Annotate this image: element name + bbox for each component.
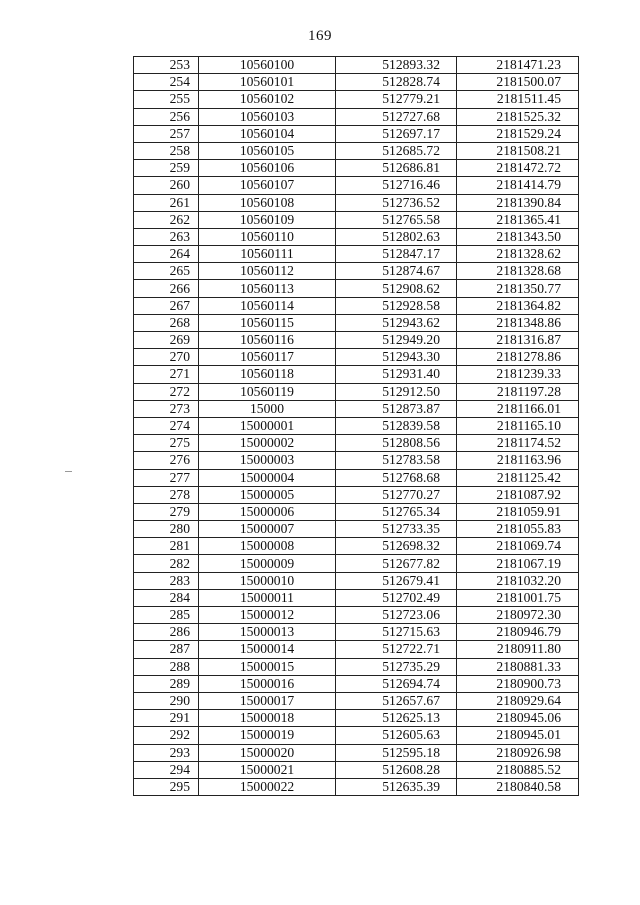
y-coordinate-cell: 2181239.33 (457, 366, 579, 383)
table-row (134, 607, 579, 624)
y-coordinate-cell: 2181055.83 (457, 521, 579, 538)
table-row (134, 589, 579, 606)
point-index-cell: 269 (134, 332, 199, 349)
x-coordinate-cell: 512722.71 (336, 641, 457, 658)
table-row (134, 538, 579, 555)
table-row (134, 555, 579, 572)
x-coordinate-cell: 512828.74 (336, 74, 457, 91)
point-index-cell: 272 (134, 383, 199, 400)
table-row (134, 744, 579, 761)
point-index-cell: 285 (134, 607, 199, 624)
point-id-cell: 15000001 (199, 417, 336, 434)
y-coordinate-cell: 2180911.80 (457, 641, 579, 658)
x-coordinate-cell: 512873.87 (336, 400, 457, 417)
x-coordinate-cell: 512770.27 (336, 486, 457, 503)
point-id-cell: 10560109 (199, 211, 336, 228)
point-id-cell: 15000004 (199, 469, 336, 486)
table-row (134, 125, 579, 142)
table-row (134, 452, 579, 469)
point-id-cell: 10560111 (199, 246, 336, 263)
x-coordinate-cell: 512908.62 (336, 280, 457, 297)
point-id-cell: 15000010 (199, 572, 336, 589)
point-id-cell: 10560104 (199, 125, 336, 142)
point-id-cell: 15000015 (199, 658, 336, 675)
point-id-cell: 15000009 (199, 555, 336, 572)
point-id-cell: 15000008 (199, 538, 336, 555)
point-index-cell: 273 (134, 400, 199, 417)
point-id-cell: 15000022 (199, 778, 336, 795)
point-index-cell: 288 (134, 658, 199, 675)
table-row (134, 91, 579, 108)
point-index-cell: 258 (134, 142, 199, 159)
y-coordinate-cell: 2181328.62 (457, 246, 579, 263)
point-id-cell: 10560117 (199, 349, 336, 366)
x-coordinate-cell: 512702.49 (336, 589, 457, 606)
point-index-cell: 271 (134, 366, 199, 383)
table-row (134, 675, 579, 692)
table-row (134, 486, 579, 503)
y-coordinate-cell: 2180840.58 (457, 778, 579, 795)
y-coordinate-cell: 2180945.01 (457, 727, 579, 744)
y-coordinate-cell: 2181163.96 (457, 452, 579, 469)
point-id-cell: 15000006 (199, 503, 336, 520)
table-row (134, 761, 579, 778)
x-coordinate-cell: 512768.68 (336, 469, 457, 486)
point-index-cell: 277 (134, 469, 199, 486)
x-coordinate-cell: 512635.39 (336, 778, 457, 795)
point-id-cell: 10560106 (199, 160, 336, 177)
point-index-cell: 254 (134, 74, 199, 91)
x-coordinate-cell: 512694.74 (336, 675, 457, 692)
point-index-cell: 264 (134, 246, 199, 263)
x-coordinate-cell: 512928.58 (336, 297, 457, 314)
table-row (134, 417, 579, 434)
point-id-cell: 10560105 (199, 142, 336, 159)
point-index-cell: 266 (134, 280, 199, 297)
y-coordinate-cell: 2181197.28 (457, 383, 579, 400)
table-row (134, 332, 579, 349)
x-coordinate-cell: 512736.52 (336, 194, 457, 211)
point-id-cell: 10560102 (199, 91, 336, 108)
table-row (134, 710, 579, 727)
y-coordinate-cell: 2181316.87 (457, 332, 579, 349)
x-coordinate-cell: 512765.58 (336, 211, 457, 228)
table-row (134, 435, 579, 452)
point-id-cell: 15000013 (199, 624, 336, 641)
point-index-cell: 284 (134, 589, 199, 606)
x-coordinate-cell: 512657.67 (336, 692, 457, 709)
point-index-cell: 282 (134, 555, 199, 572)
point-index-cell: 256 (134, 108, 199, 125)
x-coordinate-cell: 512625.13 (336, 710, 457, 727)
table-row (134, 211, 579, 228)
x-coordinate-cell: 512716.46 (336, 177, 457, 194)
point-id-cell: 15000005 (199, 486, 336, 503)
y-coordinate-cell: 2181364.82 (457, 297, 579, 314)
table-row (134, 108, 579, 125)
x-coordinate-cell: 512608.28 (336, 761, 457, 778)
table-row (134, 246, 579, 263)
point-index-cell: 267 (134, 297, 199, 314)
table-row (134, 727, 579, 744)
point-index-cell: 279 (134, 503, 199, 520)
table-row (134, 692, 579, 709)
point-index-cell: 281 (134, 538, 199, 555)
point-id-cell: 15000011 (199, 589, 336, 606)
x-coordinate-cell: 512783.58 (336, 452, 457, 469)
x-coordinate-cell: 512677.82 (336, 555, 457, 572)
y-coordinate-cell: 2180945.06 (457, 710, 579, 727)
point-id-cell: 10560118 (199, 366, 336, 383)
point-id-cell: 15000012 (199, 607, 336, 624)
point-id-cell: 15000018 (199, 710, 336, 727)
point-index-cell: 261 (134, 194, 199, 211)
point-index-cell: 255 (134, 91, 199, 108)
x-coordinate-cell: 512802.63 (336, 228, 457, 245)
point-index-cell: 286 (134, 624, 199, 641)
y-coordinate-cell: 2180926.98 (457, 744, 579, 761)
table-row (134, 658, 579, 675)
x-coordinate-cell: 512698.32 (336, 538, 457, 555)
y-coordinate-cell: 2180881.33 (457, 658, 579, 675)
point-index-cell: 260 (134, 177, 199, 194)
y-coordinate-cell: 2180929.64 (457, 692, 579, 709)
point-index-cell: 278 (134, 486, 199, 503)
y-coordinate-cell: 2180972.30 (457, 607, 579, 624)
y-coordinate-cell: 2181529.24 (457, 125, 579, 142)
table-row (134, 194, 579, 211)
y-coordinate-cell: 2181001.75 (457, 589, 579, 606)
point-index-cell: 265 (134, 263, 199, 280)
x-coordinate-cell: 512595.18 (336, 744, 457, 761)
point-id-cell: 15000007 (199, 521, 336, 538)
table-row (134, 366, 579, 383)
x-coordinate-cell: 512765.34 (336, 503, 457, 520)
point-id-cell: 15000016 (199, 675, 336, 692)
table-row (134, 521, 579, 538)
point-index-cell: 283 (134, 572, 199, 589)
table-row (134, 503, 579, 520)
point-id-cell: 10560108 (199, 194, 336, 211)
point-index-cell: 290 (134, 692, 199, 709)
y-coordinate-cell: 2181350.77 (457, 280, 579, 297)
point-id-cell: 10560112 (199, 263, 336, 280)
y-coordinate-cell: 2181032.20 (457, 572, 579, 589)
x-coordinate-cell: 512679.41 (336, 572, 457, 589)
coordinates-table (133, 56, 579, 796)
x-coordinate-cell: 512931.40 (336, 366, 457, 383)
point-id-cell: 15000003 (199, 452, 336, 469)
y-coordinate-cell: 2181471.23 (457, 57, 579, 74)
table-row (134, 74, 579, 91)
y-coordinate-cell: 2181165.10 (457, 417, 579, 434)
y-coordinate-cell: 2180885.52 (457, 761, 579, 778)
point-index-cell: 268 (134, 314, 199, 331)
x-coordinate-cell: 512893.32 (336, 57, 457, 74)
x-coordinate-cell: 512685.72 (336, 142, 457, 159)
point-index-cell: 270 (134, 349, 199, 366)
point-index-cell: 292 (134, 727, 199, 744)
point-index-cell: 263 (134, 228, 199, 245)
table-row (134, 160, 579, 177)
point-id-cell: 15000021 (199, 761, 336, 778)
y-coordinate-cell: 2181278.86 (457, 349, 579, 366)
table-row (134, 624, 579, 641)
point-id-cell: 10560103 (199, 108, 336, 125)
y-coordinate-cell: 2181508.21 (457, 142, 579, 159)
x-coordinate-cell: 512943.30 (336, 349, 457, 366)
point-id-cell: 15000020 (199, 744, 336, 761)
table-row (134, 400, 579, 417)
point-id-cell: 10560115 (199, 314, 336, 331)
y-coordinate-cell: 2180900.73 (457, 675, 579, 692)
margin-mark (65, 471, 72, 472)
y-coordinate-cell: 2181414.79 (457, 177, 579, 194)
y-coordinate-cell: 2181472.72 (457, 160, 579, 177)
x-coordinate-cell: 512735.29 (336, 658, 457, 675)
y-coordinate-cell: 2181525.32 (457, 108, 579, 125)
table-row (134, 778, 579, 795)
point-index-cell: 291 (134, 710, 199, 727)
x-coordinate-cell: 512912.50 (336, 383, 457, 400)
point-id-cell: 15000002 (199, 435, 336, 452)
point-id-cell: 10560107 (199, 177, 336, 194)
point-index-cell: 257 (134, 125, 199, 142)
page-number: 169 (308, 28, 332, 44)
y-coordinate-cell: 2181059.91 (457, 503, 579, 520)
x-coordinate-cell: 512847.17 (336, 246, 457, 263)
point-index-cell: 287 (134, 641, 199, 658)
point-id-cell: 10560101 (199, 74, 336, 91)
point-index-cell: 293 (134, 744, 199, 761)
y-coordinate-cell: 2181166.01 (457, 400, 579, 417)
point-id-cell: 10560119 (199, 383, 336, 400)
y-coordinate-cell: 2181174.52 (457, 435, 579, 452)
point-id-cell: 15000019 (199, 727, 336, 744)
y-coordinate-cell: 2181069.74 (457, 538, 579, 555)
table-row (134, 57, 579, 74)
table-row (134, 572, 579, 589)
point-id-cell: 10560114 (199, 297, 336, 314)
point-id-cell: 15000 (199, 400, 336, 417)
table-row (134, 280, 579, 297)
table-row (134, 349, 579, 366)
y-coordinate-cell: 2181067.19 (457, 555, 579, 572)
x-coordinate-cell: 512697.17 (336, 125, 457, 142)
point-index-cell: 294 (134, 761, 199, 778)
x-coordinate-cell: 512808.56 (336, 435, 457, 452)
x-coordinate-cell: 512715.63 (336, 624, 457, 641)
point-index-cell: 262 (134, 211, 199, 228)
table-row (134, 263, 579, 280)
y-coordinate-cell: 2181125.42 (457, 469, 579, 486)
x-coordinate-cell: 512839.58 (336, 417, 457, 434)
point-index-cell: 259 (134, 160, 199, 177)
y-coordinate-cell: 2181365.41 (457, 211, 579, 228)
x-coordinate-cell: 512723.06 (336, 607, 457, 624)
point-index-cell: 276 (134, 452, 199, 469)
point-index-cell: 253 (134, 57, 199, 74)
y-coordinate-cell: 2181087.92 (457, 486, 579, 503)
point-id-cell: 10560113 (199, 280, 336, 297)
point-id-cell: 15000014 (199, 641, 336, 658)
y-coordinate-cell: 2181343.50 (457, 228, 579, 245)
x-coordinate-cell: 512605.63 (336, 727, 457, 744)
y-coordinate-cell: 2181390.84 (457, 194, 579, 211)
table-row (134, 383, 579, 400)
table-row (134, 228, 579, 245)
point-index-cell: 275 (134, 435, 199, 452)
y-coordinate-cell: 2181328.68 (457, 263, 579, 280)
point-id-cell: 15000017 (199, 692, 336, 709)
point-id-cell: 10560110 (199, 228, 336, 245)
table-row (134, 469, 579, 486)
x-coordinate-cell: 512949.20 (336, 332, 457, 349)
point-index-cell: 274 (134, 417, 199, 434)
y-coordinate-cell: 2181500.07 (457, 74, 579, 91)
point-index-cell: 295 (134, 778, 199, 795)
x-coordinate-cell: 512727.68 (336, 108, 457, 125)
table-row (134, 142, 579, 159)
x-coordinate-cell: 512943.62 (336, 314, 457, 331)
point-id-cell: 10560116 (199, 332, 336, 349)
point-id-cell: 10560100 (199, 57, 336, 74)
table-row (134, 177, 579, 194)
y-coordinate-cell: 2180946.79 (457, 624, 579, 641)
point-index-cell: 280 (134, 521, 199, 538)
table-row (134, 297, 579, 314)
table-body (134, 57, 579, 796)
table-row (134, 314, 579, 331)
y-coordinate-cell: 2181348.86 (457, 314, 579, 331)
x-coordinate-cell: 512779.21 (336, 91, 457, 108)
x-coordinate-cell: 512874.67 (336, 263, 457, 280)
point-index-cell: 289 (134, 675, 199, 692)
x-coordinate-cell: 512733.35 (336, 521, 457, 538)
table-row (134, 641, 579, 658)
x-coordinate-cell: 512686.81 (336, 160, 457, 177)
y-coordinate-cell: 2181511.45 (457, 91, 579, 108)
